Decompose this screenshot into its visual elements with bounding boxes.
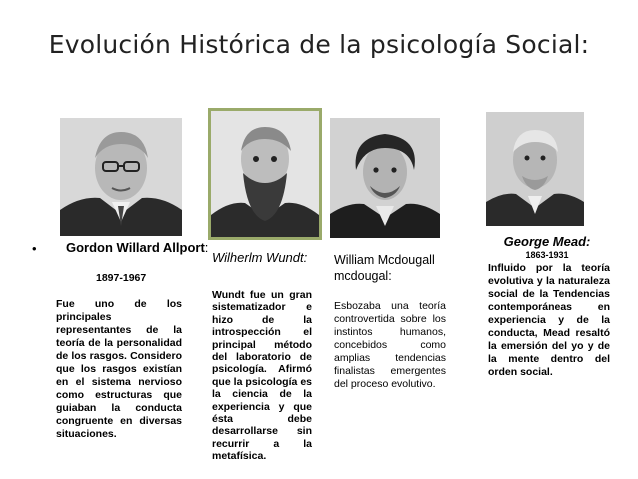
wundt-name: Wilherlm Wundt: bbox=[212, 250, 308, 265]
slide-title: Evolución Histórica de la psicología Social: bbox=[48, 30, 590, 59]
allport-name-suffix: : bbox=[204, 240, 209, 255]
mead-years: 1863-1931 bbox=[525, 250, 569, 260]
mcdougall-name: William Mcdougall mcdougal: bbox=[334, 253, 435, 283]
wundt-description: Wundt fue un gran sistematizador e hizo de la introspección el principal método del laboratorio de psicología. Afirmó que la psicología es la ciencia de la experiencia y que ésta debe desarrollarse sin recurrir a la metafísica. bbox=[212, 289, 312, 463]
allport-years: 1897-1967 bbox=[96, 272, 147, 284]
portrait-allport-image bbox=[60, 118, 182, 236]
portrait-mcdougall-image bbox=[330, 118, 440, 238]
allport-portrait-illustration bbox=[60, 118, 182, 236]
mcdougall-portrait-illustration bbox=[330, 118, 440, 238]
mcdougall-description: Esbozaba una teoría controvertida sobre los instintos humanos, concebidos como amplias tendencias finalistas emergentes del proceso evolutivo. bbox=[334, 300, 446, 390]
mead-portrait-illustration bbox=[486, 112, 584, 226]
wundt-portrait-illustration bbox=[211, 111, 319, 237]
portrait-wundt-image bbox=[208, 108, 322, 240]
allport-description: Fue uno de los principales representantes de la teoría de la personalidad de los rasgos. Considero que los rasgos existían en el sistema nervioso como estructuras que guiaban la conducta congruente en diversas situaciones. bbox=[56, 298, 182, 440]
allport-name: Gordon Willard Allport bbox=[66, 240, 205, 255]
portrait-mead-image bbox=[486, 112, 584, 226]
bullet-marker: • bbox=[32, 241, 37, 256]
mead-name: George Mead: bbox=[503, 234, 591, 249]
mead-description: Influido por la teoría evolutiva y la naturaleza social de la Tendencias contemporáneas en experiencia y de la conducta, Mead resaltó la emersión del yo y de la mente dentro del orden social. bbox=[488, 262, 610, 378]
allport-name-line bbox=[66, 240, 208, 255]
